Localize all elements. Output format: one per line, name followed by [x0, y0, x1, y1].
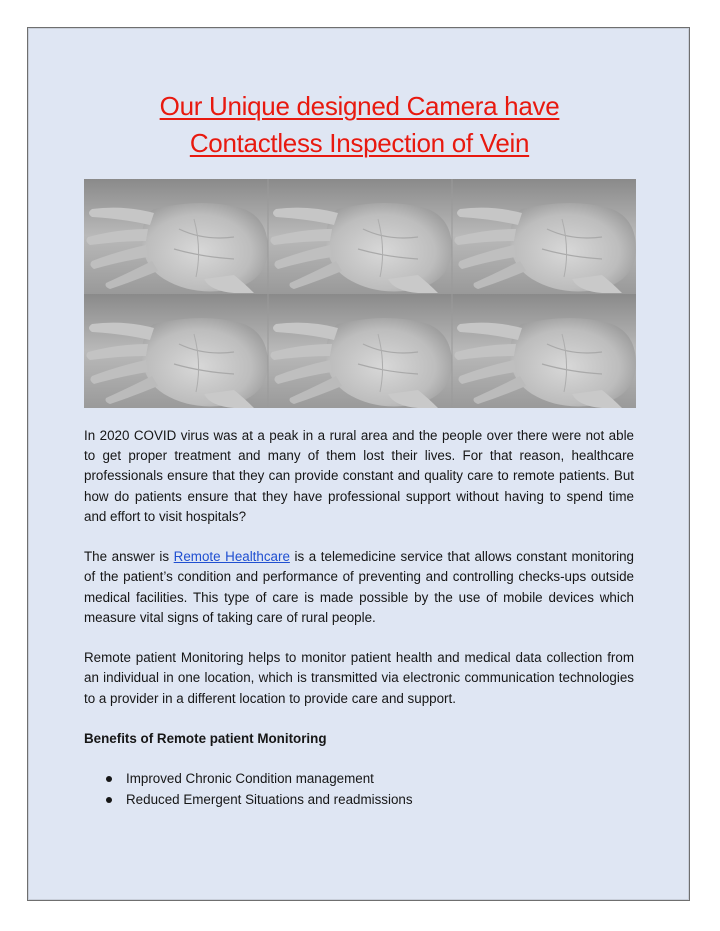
- document-page: [27, 27, 690, 901]
- title-line-2: Contactless Inspection of Vein: [189, 128, 530, 158]
- document-title: [28, 88, 691, 162]
- list-item: [84, 790, 634, 810]
- title-line-1: Our Unique designed Camera have: [159, 91, 560, 121]
- list-item: [84, 769, 634, 789]
- benefits-heading: Benefits of Remote patient Monitoring: [84, 731, 327, 746]
- paragraph-2-intro: The answer is: [84, 549, 174, 565]
- benefit-item-1: Improved Chronic Condition management: [126, 771, 374, 787]
- paragraph-2-rest: is a telemedicine service that allows constant monitoring of the patient’s condition and performance of preventing and controlling checks-ups outside medical facilities. This type of care is made possible by the use of mobile devices which measure vital signs of taking care of rural people.: [84, 549, 634, 625]
- bullet-icon: [106, 776, 112, 782]
- paragraph-remote-healthcare: [84, 547, 634, 628]
- bullet-icon: [106, 797, 112, 803]
- palm-image-mosaic: [84, 179, 636, 408]
- paragraph-covid: In 2020 COVID virus was at a peak in a rural area and the people over there were not able to get proper treatment and many of them lost their lives. For that reason, healthcare professionals ensure that they can provide constant and quality care to remote patients. But how do patients ensure that they have professional support without having to spend time and effort to visit hospitals?: [84, 428, 634, 524]
- benefits-list: [84, 769, 634, 809]
- palm-vein-image-grid: [84, 179, 636, 408]
- benefit-item-2: Reduced Emergent Situations and readmissions: [126, 791, 413, 807]
- paragraph-monitoring: Remote patient Monitoring helps to monitor patient health and medical data collection from an individual in one location, which is transmitted via electronic communication technologies to a provider in a different location to provide care and support.: [84, 650, 634, 706]
- article-body: [84, 426, 634, 810]
- remote-healthcare-link[interactable]: Remote Healthcare: [173, 549, 290, 565]
